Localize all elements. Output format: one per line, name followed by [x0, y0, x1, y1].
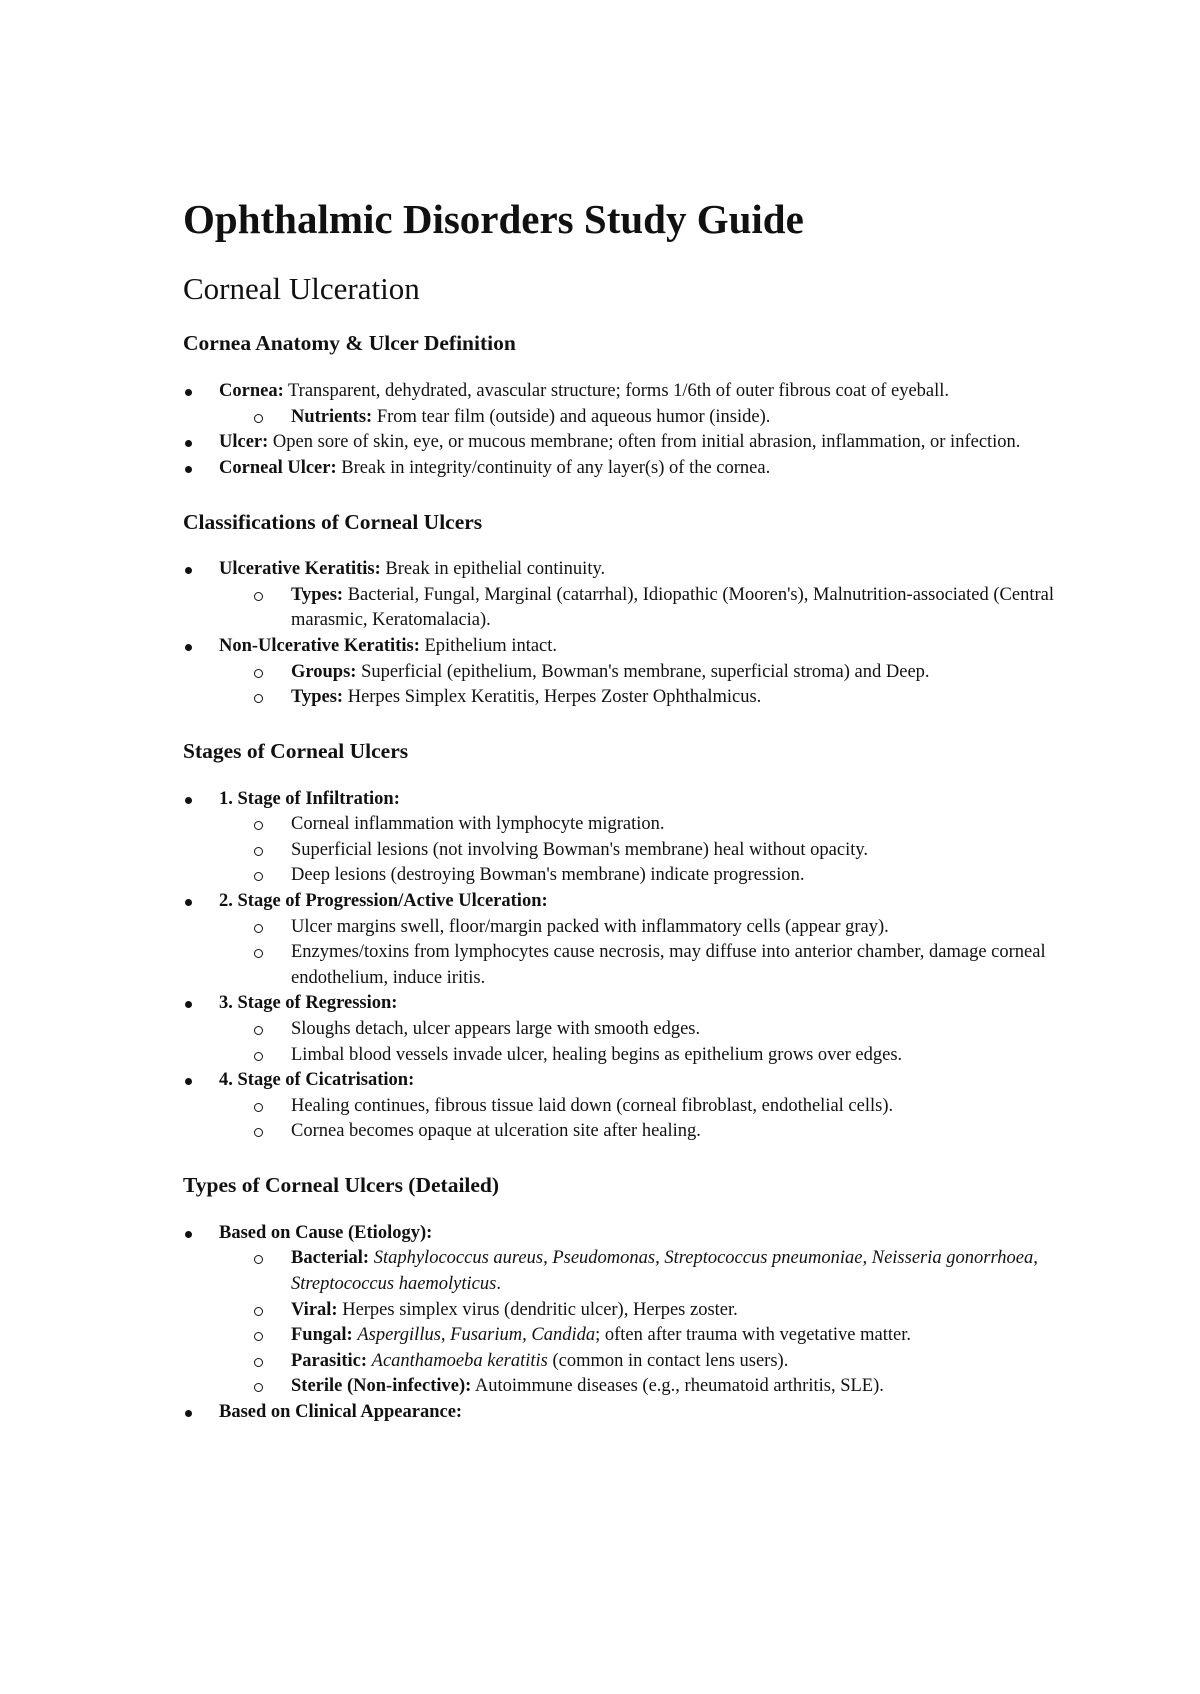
item-label: Ulcer: [219, 432, 269, 453]
sub-list-item [255, 583, 1083, 634]
sub-list-item: Cornea becomes opaque at ulceration site after healing. [255, 1119, 1083, 1145]
item-label: Ulcerative Keratitis: [219, 559, 381, 580]
item-text: Bacterial, Fungal, Marginal (catarrhal), Idiopathic (Mooren's), Malnutrition-associated (Central marasmic, Keratomalacia). [291, 584, 1054, 631]
sub-list-item: Enzymes/toxins from lymphocytes cause necrosis, may diffuse into anterior chamber, damage corneal endothelium, induce iritis. [255, 940, 1083, 991]
item-label: Cornea: [219, 381, 284, 402]
sub-list-item: Deep lesions (destroying Bowman's membrane) indicate progression. [255, 863, 1083, 889]
item-text: Epithelium intact. [419, 636, 558, 657]
item-text: Herpes simplex virus (dendritic ulcer), Herpes zoster. [337, 1299, 738, 1320]
list-item [183, 889, 1083, 991]
item-text: ; often after trauma with vegetative matter. [595, 1325, 912, 1346]
types-list [183, 1221, 1083, 1426]
sub-list [219, 405, 1083, 431]
stage-label: 4. Stage of Cicatrisation: [219, 1070, 415, 1091]
item-label: Corneal Ulcer: [219, 457, 337, 478]
sub-list [219, 660, 1083, 711]
item-label: Based on Cause (Etiology): [219, 1222, 433, 1243]
item-label: Nutrients: [291, 406, 373, 427]
sub-list-item: Superficial lesions (not involving Bowman's membrane) heal without opacity. [255, 838, 1083, 864]
classifications-heading: Classifications of Corneal Ulcers [183, 509, 483, 534]
list-item [183, 379, 1083, 430]
item-label: Sterile (Non-infective): [291, 1376, 472, 1397]
item-text: . [496, 1273, 501, 1294]
stages-section [183, 739, 1083, 1145]
item-label: Non-Ulcerative Keratitis: [219, 636, 420, 657]
item-text: Open sore of skin, eye, or mucous membrane; often from initial abrasion, inflammation, or infection. [268, 432, 1021, 453]
anatomy-heading: Cornea Anatomy & Ulcer Definition [183, 331, 516, 356]
classifications-section [183, 510, 1083, 711]
classifications-list [183, 557, 1083, 711]
list-item [183, 430, 1083, 456]
item-text: Break in integrity/continuity of any layer(s) of the cornea. [336, 457, 771, 478]
item-label: Fungal: [291, 1325, 353, 1346]
list-item [183, 557, 1083, 634]
stage-label: 1. Stage of Infiltration: [219, 788, 400, 809]
list-item [183, 1400, 1083, 1426]
section-title: Corneal Ulceration [183, 271, 420, 307]
list-item [183, 787, 1083, 889]
list-item [183, 1221, 1083, 1400]
organism-names: Aspergillus, Fusarium, Candida [357, 1325, 596, 1346]
sub-list-item [255, 1323, 1083, 1349]
organism-names: Staphylococcus aureus, Pseudomonas, Streptococcus pneumoniae, Neisseria gonorrhoea, Streptococcus haemolyticus [291, 1248, 1038, 1294]
stages-heading: Stages of Corneal Ulcers [183, 738, 409, 763]
list-item [183, 1068, 1083, 1145]
sub-list-item [255, 1298, 1083, 1324]
item-text: Break in epithelial continuity. [380, 559, 606, 580]
item-text: Autoimmune diseases (e.g., rheumatoid arthritis, SLE). [471, 1376, 884, 1397]
sub-list-item: Healing continues, fibrous tissue laid down (corneal fibroblast, endothelial cells). [255, 1094, 1083, 1120]
item-text: From tear film (outside) and aqueous humor (inside). [372, 406, 771, 427]
sub-list-item [255, 660, 1083, 686]
sub-list [219, 583, 1083, 634]
sub-list-item: Limbal blood vessels invade ulcer, healing begins as epithelium grows over edges. [255, 1043, 1083, 1069]
sub-list [219, 915, 1083, 992]
sub-list-item: Ulcer margins swell, floor/margin packed with inflammatory cells (appear gray). [255, 915, 1083, 941]
sub-list-item: Sloughs detach, ulcer appears large with smooth edges. [255, 1017, 1083, 1043]
sub-list [219, 1017, 1083, 1068]
anatomy-list [183, 379, 1083, 481]
sub-list-item [255, 1349, 1083, 1375]
stage-label: 2. Stage of Progression/Active Ulceration: [219, 891, 548, 912]
types-heading: Types of Corneal Ulcers (Detailed) [183, 1172, 500, 1197]
document-page [183, 196, 1083, 1454]
sub-list [219, 1246, 1083, 1400]
sub-list-item: Corneal inflammation with lymphocyte migration. [255, 812, 1083, 838]
list-item [183, 456, 1083, 482]
anatomy-section [183, 331, 1083, 481]
stages-list [183, 787, 1083, 1145]
item-label: Based on Clinical Appearance: [219, 1401, 463, 1422]
sub-list [219, 1094, 1083, 1145]
organism-names: Acanthamoeba keratitis [371, 1350, 548, 1371]
item-text: Superficial (epithelium, Bowman's membrane, superficial stroma) and Deep. [356, 661, 930, 682]
sub-list-item [255, 685, 1083, 711]
item-label: Viral: [291, 1299, 338, 1320]
item-label: Types: [291, 687, 344, 708]
document-title: Ophthalmic Disorders Study Guide [183, 196, 804, 242]
item-text: (common in contact lens users). [547, 1350, 789, 1371]
stage-label: 3. Stage of Regression: [219, 993, 398, 1014]
list-item [183, 634, 1083, 711]
types-section [183, 1173, 1083, 1426]
item-label: Bacterial: [291, 1248, 370, 1269]
item-text: Transparent, dehydrated, avascular structure; forms 1/6th of outer fibrous coat of eyeball. [283, 381, 950, 402]
item-text: Herpes Simplex Keratitis, Herpes Zoster Ophthalmicus. [343, 687, 762, 708]
item-label: Groups: [291, 661, 357, 682]
list-item [183, 991, 1083, 1068]
sub-list-item [255, 1374, 1083, 1400]
item-label: Parasitic: [291, 1350, 368, 1371]
sub-list [219, 812, 1083, 889]
item-label: Types: [291, 584, 344, 605]
sub-list-item [255, 1246, 1083, 1297]
sub-list-item [255, 405, 1083, 431]
